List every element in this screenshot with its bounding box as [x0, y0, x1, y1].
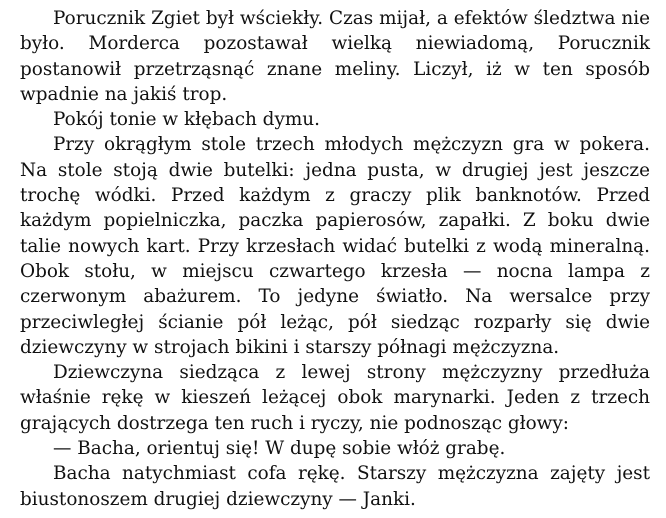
paragraph: Pokój tonie w kłębach dymu.	[53, 109, 320, 131]
paragraph: — Bacha, orientuj się! W dupę sobie włóż grabę.	[53, 438, 506, 460]
paragraph: Dziewczyna siedząca z lewej strony mężczyzny przedłuża właśnie rękę w kieszeń leżącej obok marynarki. Jeden z trzech grających dostrzega ten ruch i ryczy, nie podnosząc głowy:	[20, 362, 650, 434]
document-page	[20, 6, 650, 512]
paragraph: Porucznik Zgiet był wściekły. Czas mijał, a efektów śledztwa nie było. Morderca pozostawał wielką niewiadomą, Porucznik postanowił przetrząsnąć znane meliny. Liczył, iż w ten sposób wpadnie na jakiś trop.	[20, 8, 650, 105]
paragraph: Przy okrągłym stole trzech młodych mężczyzn gra w pokera. Na stole stoją dwie butelki: jedna pusta, w drugiej jest jeszcze trochę wódki. Przed każdym z graczy plik banknotów. Przed każdym popielniczka, paczka papierosów, zapałki. Z boku dwie talie nowych kart. Przy krzesłach widać butelki z wodą mineralną. Obok stołu, w miejscu czwartego krzesła — nocna lampa z czerwonym abażurem. To jedyne światło. Na wersalce przy przeciwległej ścianie pół leżąc, pół siedząc rozparły się dwie dziewczyny w strojach bikini i starszy półnagi mężczyzna.	[20, 134, 650, 358]
paragraph: Bacha natychmiast cofa rękę. Starszy mężczyzna zajęty jest biustonoszem drugiej dziewczyny — Janki.	[20, 463, 650, 510]
